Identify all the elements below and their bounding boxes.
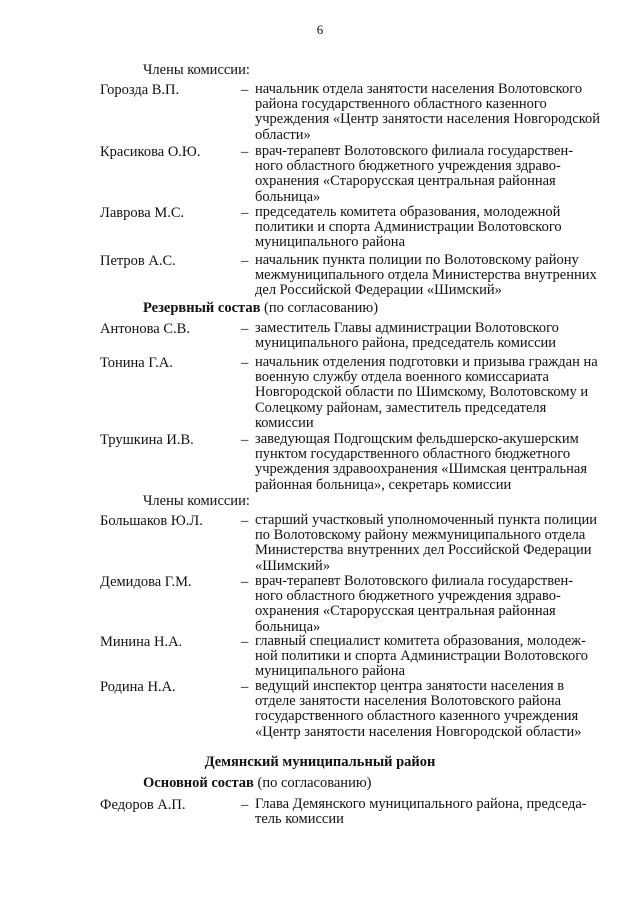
member-name: Красикова О.Ю. [100, 144, 201, 160]
member-name: Федоров А.П. [100, 797, 186, 813]
dash: – [241, 679, 249, 695]
members-label: Члены комиссии: [143, 493, 250, 509]
dash: – [241, 321, 249, 337]
member-name: Большаков Ю.Л. [100, 513, 203, 529]
dash: – [241, 513, 249, 529]
member-name: Родина Н.А. [100, 679, 176, 695]
member-name: Антонова С.В. [100, 321, 190, 337]
member-role: начальник отделения подготовки и призыва граждан на военную службу отдела военного комиссариата Новгородской области по Шимскому, Волотовскому и Солецкому районам, заместитель председателя комиссии [255, 354, 598, 431]
dash: – [241, 574, 249, 590]
members-label: Члены комиссии: [143, 62, 250, 78]
member-role: Глава Демянского муниципального района, председа- тель комиссии [255, 796, 587, 828]
member-role: заместитель Главы администрации Волотовского муниципального района, председатель комиссии [255, 320, 559, 352]
dash: – [241, 82, 249, 98]
dash: – [241, 355, 249, 371]
district-title: Демянский муниципальный район [204, 754, 436, 770]
member-name: Горозда В.П. [100, 82, 180, 98]
member-name: Минина Н.А. [100, 634, 183, 650]
dash: – [241, 432, 249, 448]
member-name: Петров А.С. [100, 253, 176, 269]
reserve-heading: Резервный состав (по согласованию) [143, 300, 379, 316]
member-role: главный специалист комитета образования, молодеж- ной политики и спорта Администрации Волотовского муниципального района [255, 633, 589, 680]
dash: – [241, 634, 249, 650]
dash: – [241, 253, 249, 269]
member-role: старший участковый уполномоченный пункта полиции по Волотовскому району межмуниципального отдела Министерства внутренних дел Российской Федерации «Шимский» [255, 512, 597, 574]
member-role: председатель комитета образования, молодежной политики и спорта Администрации Волотовского муниципального района [255, 204, 562, 251]
member-role: ведущий инспектор центра занятости населения в отделе занятости населения Волотовского района государственного областного казенного учреждения «Центр занятости населения Новгородской области» [255, 678, 582, 740]
page-number: 6 [316, 22, 324, 37]
dash: – [241, 797, 249, 813]
member-name: Демидова Г.М. [100, 574, 192, 590]
main-heading: Основной состав (по согласованию) [143, 775, 372, 791]
member-role: врач-терапевт Волотовского филиала государствен- ного областного бюджетного учреждения здраво- охранения «Старорусская центральная районная больница» [255, 573, 574, 635]
member-role: начальник отдела занятости населения Волотовского района государственного областного казенного учреждения «Центр занятости населения Новгородской области» [255, 81, 601, 143]
member-role: врач-терапевт Волотовского филиала государствен- ного областного бюджетного учреждения здраво- охранения «Старорусская центральная районная больница» [255, 143, 574, 205]
member-name: Лаврова М.С. [100, 205, 185, 221]
member-name: Тонина Г.А. [100, 355, 173, 371]
dash: – [241, 144, 249, 160]
member-name: Трушкина И.В. [100, 432, 194, 448]
member-role: начальник пункта полиции по Волотовскому району межмуниципального отдела Министерства внутренних дел Российской Федерации «Шимский» [255, 252, 597, 299]
member-role: заведующая Подгощским фельдшерско-акушерским пунктом государственного областного бюджетного учреждения здравоохранения «Шимская центральная районная больница», секретарь комиссии [255, 431, 588, 493]
dash: – [241, 205, 249, 221]
